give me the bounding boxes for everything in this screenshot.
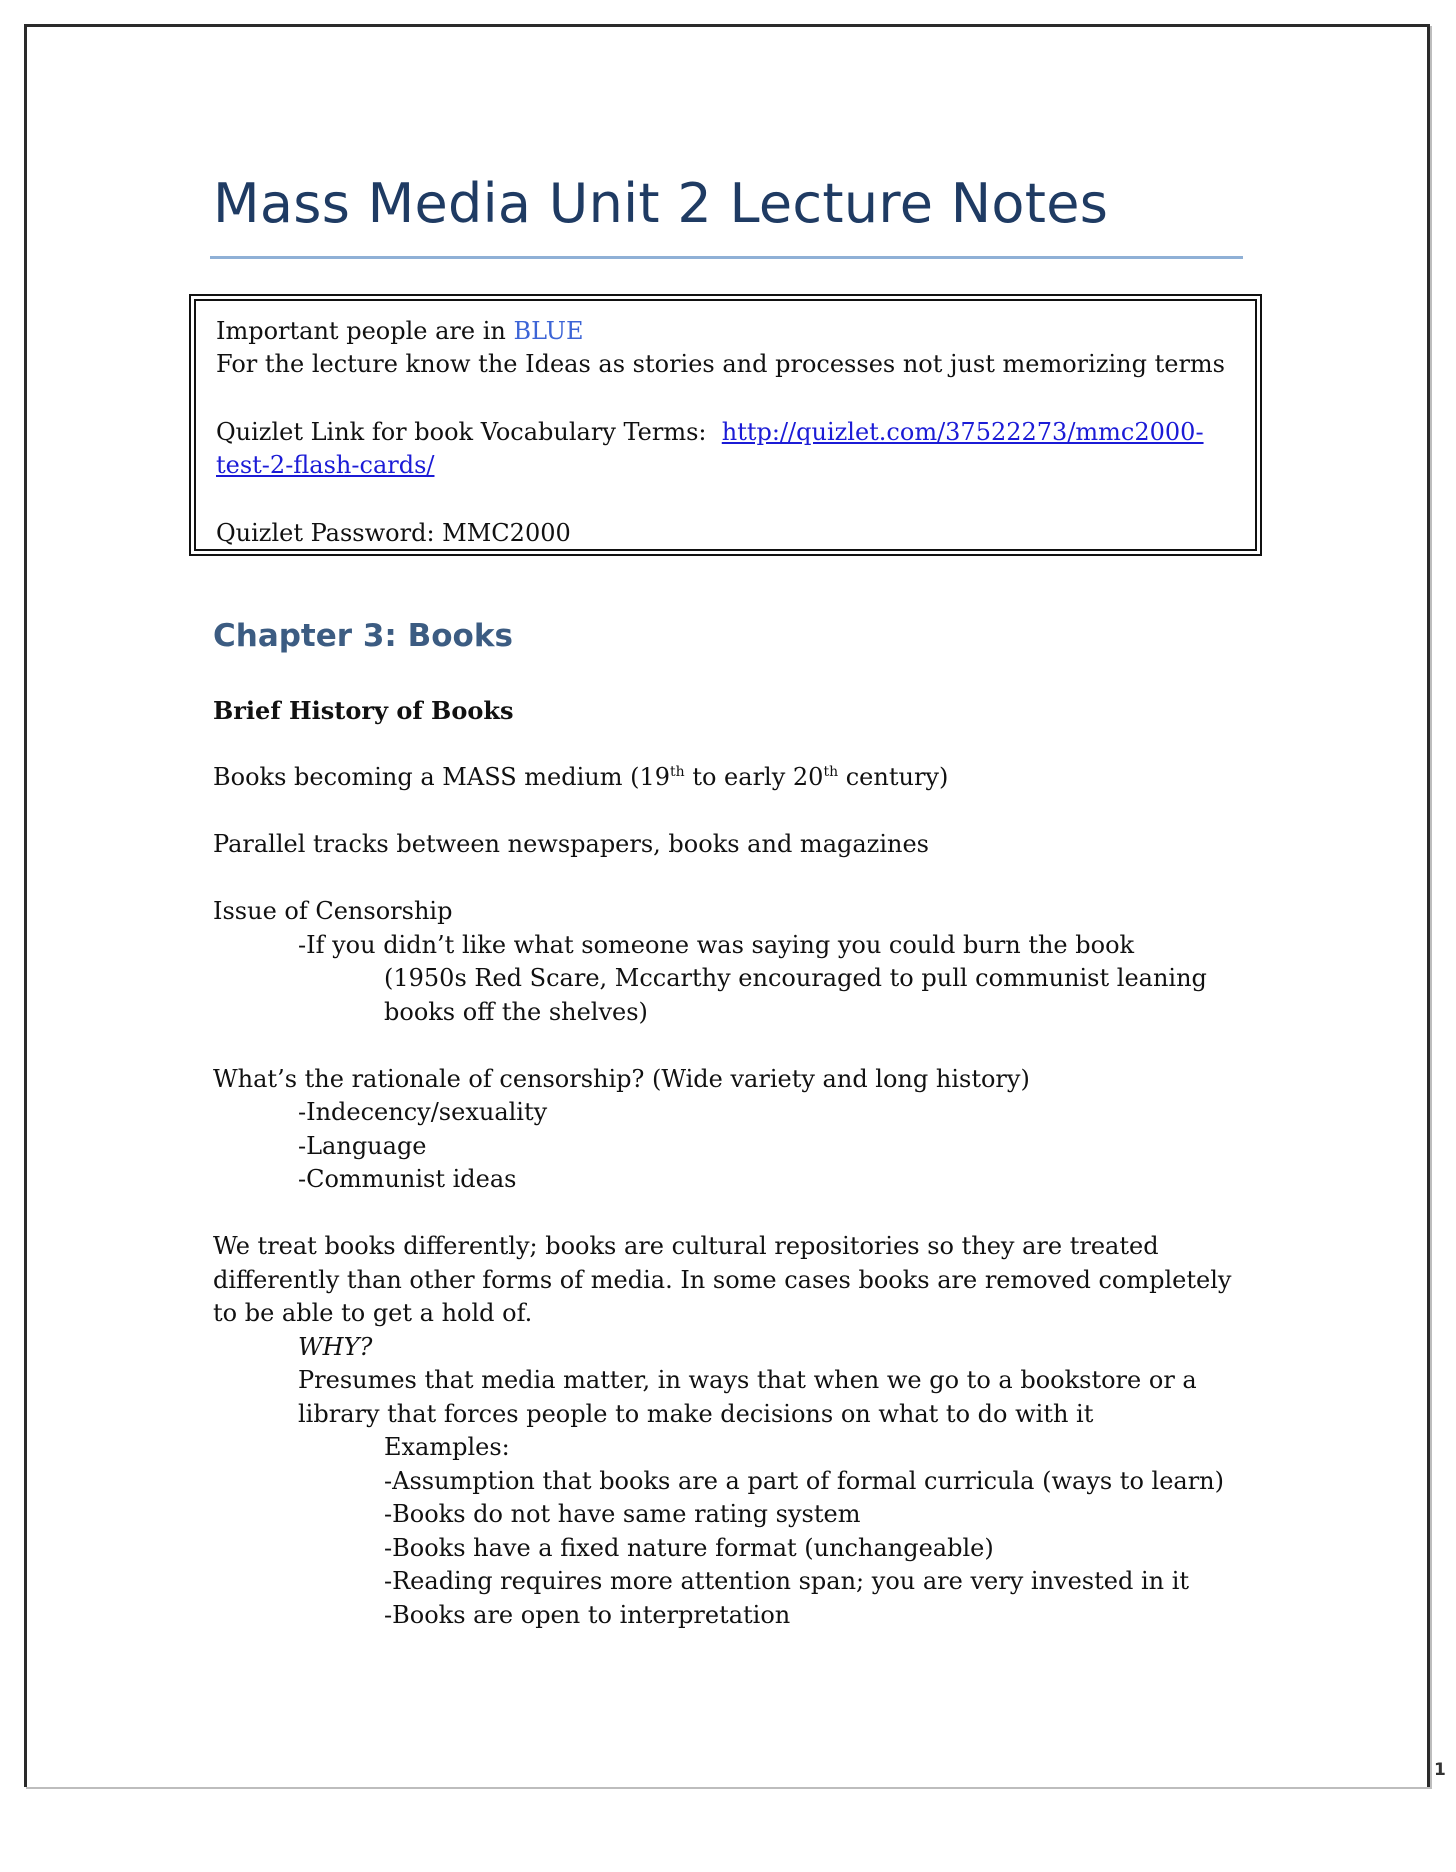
info-line-important-prefix: Important people are in <box>216 317 514 345</box>
mass-medium-text-c: century) <box>838 763 949 791</box>
example-item: -Assumption that books are a part of formal curricula (ways to learn) <box>384 1466 1224 1495</box>
examples-label: Examples: <box>384 1433 510 1461</box>
mass-medium-text-b: to early 20 <box>684 763 824 791</box>
info-line-important-people <box>216 315 1235 348</box>
rationale-heading: What’s the rationale of censorship? (Wide variety and long history) <box>213 1064 1030 1093</box>
presumes-line2: library that forces people to make decisions on what to do with it <box>298 1399 1094 1428</box>
example-item: -Books do not have same rating system <box>384 1500 861 1528</box>
quizlet-link[interactable]: http://quizlet.com/37522273/mmc2000- <box>721 418 1204 446</box>
example-item: -Reading requires more attention span; you are very invested in it <box>384 1567 1190 1595</box>
document-title: Mass Media Unit 2 Lecture Notes <box>213 172 1109 235</box>
page-number: 1 <box>1434 1760 1446 1780</box>
censorship-example-line1: (1950s Red Scare, Mccarthy encouraged to pull communist leaning <box>384 964 1207 992</box>
info-box <box>189 294 1262 556</box>
info-line-blue-word: BLUE <box>513 317 584 345</box>
info-line-lecture-note: For the lecture know the Ideas as stories and processes not just memorizing terms <box>216 350 1225 378</box>
rationale-item: -Language <box>298 1131 427 1160</box>
censorship-heading: Issue of Censorship <box>213 897 453 925</box>
treat-books-line2: differently than other forms of media. In some cases books are removed completely <box>213 1265 1232 1294</box>
presumes-line1: Presumes that media matter, in ways that when we go to a bookstore or a <box>298 1366 1197 1394</box>
example-item: -Books have a fixed nature format (unchangeable) <box>384 1533 994 1562</box>
info-line-quizlet <box>216 416 1235 449</box>
treat-books-line3: to be able to get a hold of. <box>213 1299 533 1327</box>
superscript-th-1: th <box>670 764 685 780</box>
parallel-tracks-line: Parallel tracks between newspapers, books and magazines <box>213 830 929 858</box>
mass-medium-text-a: Books becoming a MASS medium (19 <box>213 763 671 791</box>
spacer <box>213 1197 1253 1231</box>
spacer <box>216 381 1235 416</box>
quizlet-link-continued[interactable]: test-2-flash-cards/ <box>216 451 435 479</box>
treat-books-line1: We treat books differently; books are cultural repositories so they are treated <box>213 1232 1159 1260</box>
quizlet-password: Quizlet Password: MMC2000 <box>216 519 571 547</box>
example-item: -Books are open to interpretation <box>384 1600 791 1629</box>
spacer <box>213 1029 1253 1063</box>
censorship-point: -If you didn’t like what someone was saying you could burn the book <box>298 930 1135 959</box>
section-subheading: Brief History of Books <box>213 696 514 725</box>
spacer <box>216 482 1235 517</box>
spacer <box>213 728 1253 762</box>
quizlet-label: Quizlet Link for book Vocabulary Terms: <box>216 418 707 446</box>
mass-medium-line <box>213 761 1253 795</box>
chapter-heading: Chapter 3: Books <box>213 618 513 654</box>
censorship-example-line2: books off the shelves) <box>384 997 648 1026</box>
info-line-quizlet-cont <box>216 449 1235 482</box>
rationale-item: -Indecency/sexuality <box>298 1098 548 1126</box>
superscript-th-2: th <box>823 764 839 780</box>
spacer <box>213 795 1253 829</box>
why-label: WHY? <box>298 1332 373 1361</box>
chapter-body <box>213 694 1253 1632</box>
title-underline <box>210 256 1243 259</box>
spacer <box>213 862 1253 896</box>
rationale-item: -Communist ideas <box>298 1165 517 1193</box>
